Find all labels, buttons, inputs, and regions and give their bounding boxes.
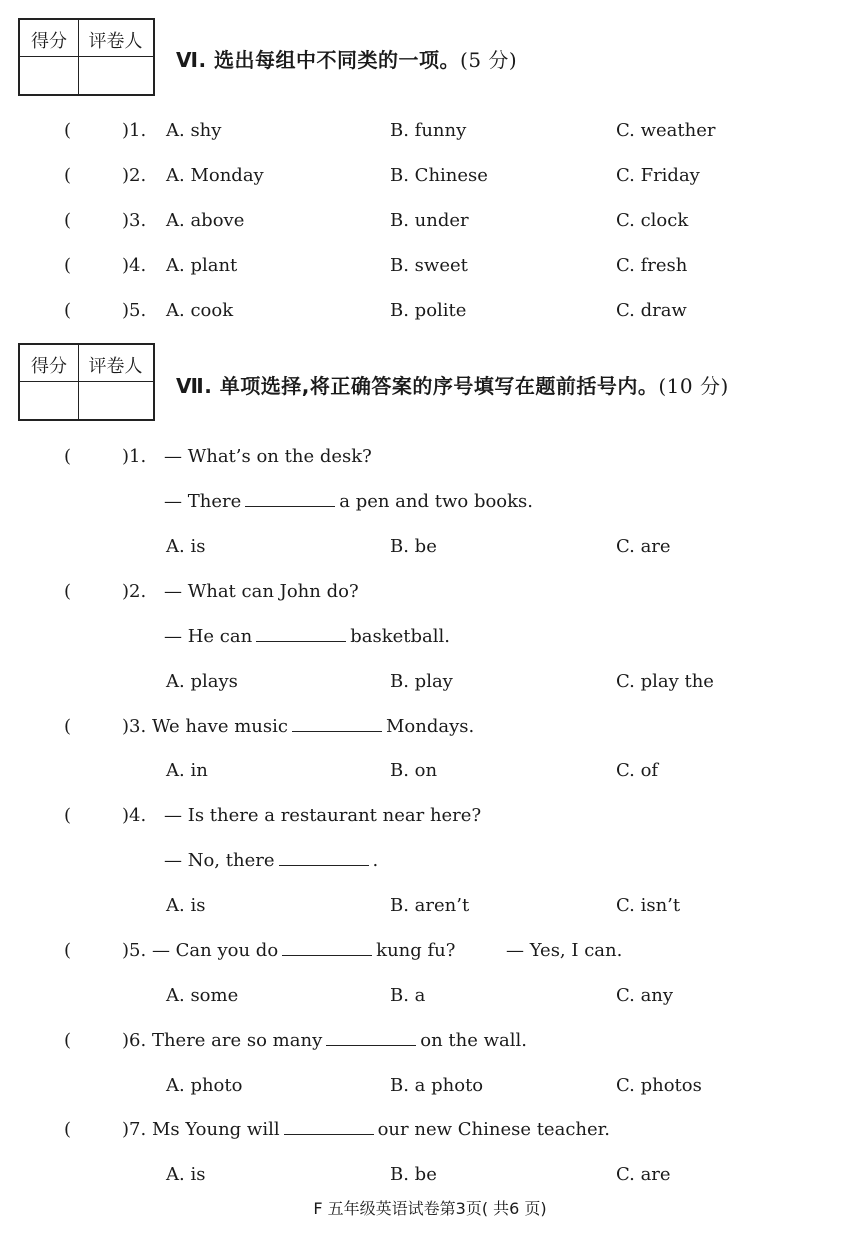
question-number: )3. xyxy=(122,716,147,737)
divider xyxy=(20,381,153,382)
option-c: C. draw xyxy=(616,300,687,321)
fill-blank[interactable] xyxy=(292,717,382,732)
option-b: B. play xyxy=(390,671,453,692)
option-b: B. under xyxy=(390,210,469,231)
answer-paren[interactable]: ( xyxy=(64,805,72,826)
question-text-part: a pen and two books. xyxy=(339,491,534,512)
option-b: B. be xyxy=(390,536,437,557)
question-text-part: — There xyxy=(164,491,242,512)
question-text xyxy=(164,491,533,512)
section-title-text: Ⅶ. 单项选择,将正确答案的序号填写在题前括号内。 xyxy=(176,374,659,398)
option-a: A. Monday xyxy=(166,165,264,186)
question-text xyxy=(164,850,378,871)
question-line xyxy=(122,1119,610,1140)
option-c: C. Friday xyxy=(616,165,700,186)
option-c: C. are xyxy=(616,1164,671,1185)
question-line xyxy=(122,1030,527,1051)
question-text: — Is there a restaurant near here? xyxy=(164,805,482,826)
question-text-part: — Can you do xyxy=(151,940,279,961)
question-text-part: Mondays. xyxy=(385,716,475,737)
option-a: A. plant xyxy=(166,255,238,276)
fill-blank[interactable] xyxy=(279,851,369,866)
question-number: )5. xyxy=(122,940,147,961)
option-c: C. isn’t xyxy=(616,895,681,916)
option-b: B. be xyxy=(390,1164,437,1185)
score-label: 得分 xyxy=(31,31,67,52)
option-a: A. cook xyxy=(166,300,234,321)
question-text: — What can John do? xyxy=(164,581,359,602)
question-line xyxy=(122,716,474,737)
option-b: B. aren’t xyxy=(390,895,470,916)
score-cell xyxy=(20,345,79,419)
option-b: B. sweet xyxy=(390,255,468,276)
grader-label: 评卷人 xyxy=(88,31,143,52)
score-label: 得分 xyxy=(31,356,67,377)
question-text-part: our new Chinese teacher. xyxy=(377,1119,610,1140)
answer-paren[interactable]: ( xyxy=(64,210,72,231)
answer-paren[interactable]: ( xyxy=(64,1119,72,1140)
question-text: — What’s on the desk? xyxy=(164,446,372,467)
question-number: )1. xyxy=(122,446,147,467)
page-footer: F 五年级英语试卷第3页( 共6 页) xyxy=(313,1199,547,1218)
option-c: C. photos xyxy=(616,1075,702,1096)
option-a: A. in xyxy=(166,760,208,781)
question-text-part: — He can xyxy=(164,626,253,647)
score-box xyxy=(18,18,155,96)
fill-blank[interactable] xyxy=(284,1120,374,1135)
option-a: A. some xyxy=(166,985,239,1006)
score-box xyxy=(18,343,155,421)
fill-blank[interactable] xyxy=(326,1031,416,1046)
option-a: A. photo xyxy=(166,1075,243,1096)
grader-label: 评卷人 xyxy=(88,356,143,377)
option-a: A. shy xyxy=(166,120,222,141)
option-c: C. play the xyxy=(616,671,714,692)
question-number: )5. xyxy=(122,300,147,321)
question-text-part: Ms Young will xyxy=(151,1119,280,1140)
answer-paren[interactable]: ( xyxy=(64,120,72,141)
question-text-part: . xyxy=(372,850,379,871)
option-c: C. clock xyxy=(616,210,689,231)
answer-paren[interactable]: ( xyxy=(64,581,72,602)
question-text-part: on the wall. xyxy=(420,1030,527,1051)
question-text xyxy=(164,626,450,647)
option-a: A. plays xyxy=(166,671,238,692)
score-cell xyxy=(20,20,79,94)
answer-paren[interactable]: ( xyxy=(64,1030,72,1051)
question-line xyxy=(122,940,455,961)
option-b: B. on xyxy=(390,760,438,781)
question-number: )4. xyxy=(122,805,147,826)
section-title-text: Ⅵ. 选出每组中不同类的一项。 xyxy=(176,48,461,72)
option-c: C. weather xyxy=(616,120,716,141)
section-points: (5 分) xyxy=(460,48,518,72)
question-text-part: basketball. xyxy=(350,626,450,647)
section-title xyxy=(176,44,517,73)
section-title xyxy=(176,370,729,399)
option-b: B. funny xyxy=(390,120,467,141)
option-b: B. polite xyxy=(390,300,467,321)
section-points: (10 分) xyxy=(658,374,729,398)
answer-paren[interactable]: ( xyxy=(64,255,72,276)
answer-paren[interactable]: ( xyxy=(64,165,72,186)
question-number: )2. xyxy=(122,581,147,602)
question-number: )6. xyxy=(122,1030,147,1051)
option-b: B. a photo xyxy=(390,1075,484,1096)
option-c: C. any xyxy=(616,985,674,1006)
option-c: C. of xyxy=(616,760,659,781)
question-text-part: We have music xyxy=(151,716,288,737)
answer-paren[interactable]: ( xyxy=(64,446,72,467)
question-number: )4. xyxy=(122,255,147,276)
grader-cell xyxy=(78,20,153,56)
question-text-part: — No, there xyxy=(164,850,275,871)
divider xyxy=(20,56,153,57)
option-c: C. fresh xyxy=(616,255,688,276)
option-a: A. above xyxy=(166,210,245,231)
fill-blank[interactable] xyxy=(256,627,346,642)
fill-blank[interactable] xyxy=(282,941,372,956)
question-number: )1. xyxy=(122,120,147,141)
fill-blank[interactable] xyxy=(245,492,335,507)
question-answer-text: — Yes, I can. xyxy=(506,940,623,961)
option-b: B. a xyxy=(390,985,426,1006)
answer-paren[interactable]: ( xyxy=(64,716,72,737)
question-number: )7. xyxy=(122,1119,147,1140)
question-number: )3. xyxy=(122,210,147,231)
grader-cell xyxy=(78,345,153,381)
answer-paren[interactable]: ( xyxy=(64,940,72,961)
option-a: A. is xyxy=(166,895,206,916)
option-c: C. are xyxy=(616,536,671,557)
option-a: A. is xyxy=(166,536,206,557)
option-a: A. is xyxy=(166,1164,206,1185)
option-b: B. Chinese xyxy=(390,165,488,186)
question-number: )2. xyxy=(122,165,147,186)
answer-paren[interactable]: ( xyxy=(64,300,72,321)
question-text-part: kung fu? xyxy=(376,940,456,961)
question-text-part: There are so many xyxy=(151,1030,323,1051)
